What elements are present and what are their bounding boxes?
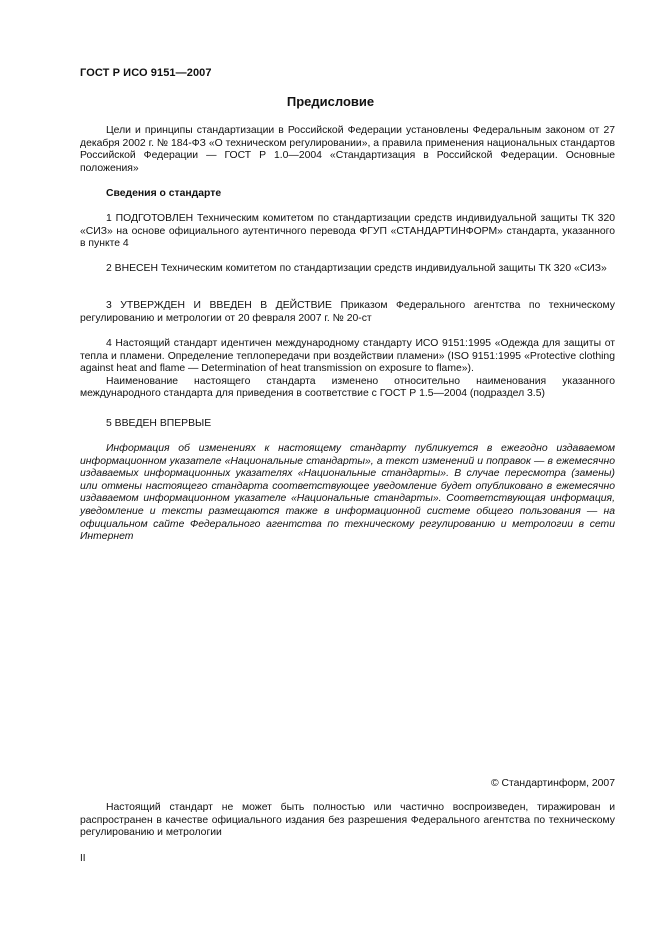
intro-paragraph: Цели и принципы стандартизации в Российской Федерации установлены Федеральным законом от 27 декабря 2002 г. № 184-ФЗ «О техническом регулировании», а правила применения национальных стандартов Российской Федерации — ГОСТ Р 1.0—2004 «Стандартизация в Российской Федерации. Основные положения» xyxy=(80,125,615,174)
copyright-line: © Стандартинформ, 2007 xyxy=(490,778,615,789)
info-notice: Информация об изменениях к настоящему стандарту публикуется в ежегодно издаваемом информационном указателе «Национальные стандарты», а текст изменений и поправок — в ежемесячно издаваемых информационных указателях «Национальные стандарты». В случае пересмотра (замены) или отмены настоящего стандарта соответствующее уведомление будет опубликовано в ежемесячно издаваемом информационном указателе «Национальные стандарты». Соответствующая информация, уведомление и тексты размещаются также в информационной системе общего пользования — на официальном сайте Федерального агентства по техническому регулированию и метрологии в сети Интернет xyxy=(80,443,615,543)
item-3: 3 УТВЕРЖДЕН И ВВЕДЕН В ДЕЙСТВИЕ Приказом Федерального агентства по техническому регулированию и метрологии от 20 февраля 2007 г. № 20-ст xyxy=(80,300,615,324)
page-number: II xyxy=(80,853,86,864)
item-2-block xyxy=(80,263,615,276)
item-4-block xyxy=(80,338,615,401)
reproduction-notice: Настоящий стандарт не может быть полностью или частично воспроизведен, тиражирован и распространен в качестве официального издания без разрешения Федерального агентства по техническому регулированию и метрологии xyxy=(80,802,615,839)
item-4: 4 Настоящий стандарт идентичен международному стандарту ИСО 9151:1995 «Одежда для защиты от тепла и пламени. Определение теплопередачи при воздействии пламени» (ISO 9151:1995 «Protective clothing against heat and flame — Determination of heat transmission on exposure to flame»). xyxy=(80,338,615,375)
section-heading: Сведения о стандарте xyxy=(106,188,222,199)
item-5: 5 ВВЕДЕН ВПЕРВЫЕ xyxy=(106,418,212,429)
item-3-block xyxy=(80,300,615,325)
item-2: 2 ВНЕСЕН Техническим комитетом по стандартизации средств индивидуальной защиты ТК 320 «СИЗ» xyxy=(106,263,607,274)
item-4-note: Наименование настоящего стандарта изменено относительно наименования указанного международного стандарта для приведения в соответствие с ГОСТ Р 1.5—2004 (подраздел 3.5) xyxy=(80,375,615,400)
reproduction-notice-block xyxy=(80,802,615,840)
item-1-block xyxy=(80,213,615,251)
intro-section xyxy=(80,125,615,175)
item-1: 1 ПОДГОТОВЛЕН Техническим комитетом по стандартизации средств индивидуальной защиты ТК 320 «СИЗ» на основе официального аутентичного перевода ФГУП «СТАНДАРТИНФОРМ» стандарта, указанного в пункте 4 xyxy=(80,213,615,250)
document-code: ГОСТ Р ИСО 9151—2007 xyxy=(80,67,212,79)
item-5-block xyxy=(80,418,615,431)
info-notice-block xyxy=(80,443,615,544)
standard-info-section xyxy=(80,188,615,201)
page-title: Предисловие xyxy=(286,94,375,109)
